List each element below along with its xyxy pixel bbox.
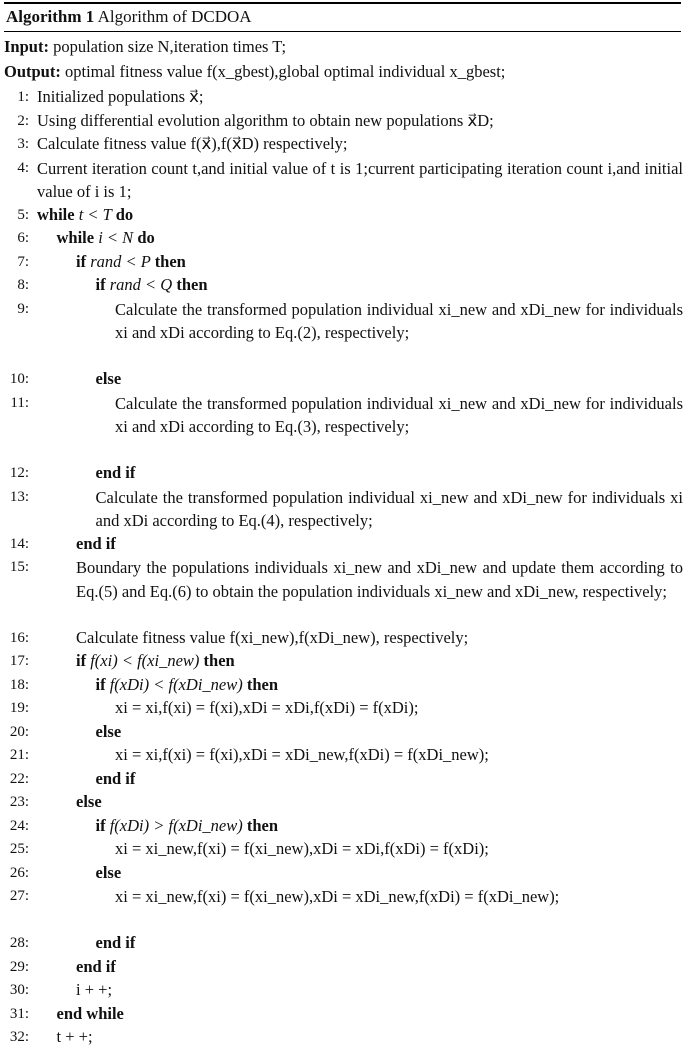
- algorithm-line: [0, 815, 685, 839]
- line-number: 32:: [9, 1029, 29, 1045]
- line-statement: Boundary the populations individuals xi_new and xDi_new and update them according to Eq.(5) and Eq.(6) to obtain the population individuals xi_new and xDi_new, respectively;: [76, 558, 683, 601]
- line-number: 15:: [9, 559, 29, 575]
- line-number: 11:: [10, 394, 29, 411]
- algorithm-line: [0, 274, 685, 298]
- line-number: 4:: [17, 159, 29, 176]
- line-number: 21:: [9, 747, 29, 763]
- line-statement: [76, 533, 116, 555]
- line-number: 3:: [17, 136, 29, 152]
- keyword: end if: [76, 956, 116, 976]
- line-number: 27:: [9, 888, 29, 904]
- line-statement: Calculate the transformed population individual xi_new and xDi_new for individuals xi and xDi according to Eq.(3), respectively;: [115, 393, 683, 436]
- algorithm-caption: [6, 6, 252, 28]
- line-statement: Current iteration count t,and initial value of t is 1;current participating iteration count i,and initial value of i is 1;: [37, 158, 683, 201]
- condition: f(xi) < f(xi_new): [86, 651, 204, 670]
- keyword: if: [76, 651, 87, 670]
- line-number: 19:: [9, 700, 29, 716]
- keyword: else: [95, 862, 122, 882]
- line-statement: [96, 721, 122, 743]
- line-statement: [96, 368, 122, 390]
- algorithm-line: [0, 110, 685, 134]
- keyword: else: [95, 369, 122, 388]
- line-number: 6:: [17, 230, 29, 246]
- line-number: 28:: [9, 935, 29, 951]
- line-statement: Calculate the transformed population individual xi_new and xDi_new for individuals xi and xDi according to Eq.(4), respectively;: [95, 487, 683, 530]
- line-number: 29:: [9, 958, 29, 975]
- caption-title: Algorithm of DCDOA: [97, 7, 252, 26]
- algorithm-line: [0, 486, 685, 533]
- line-statement: Calculate fitness value f(xi_new),f(xDi_new), respectively;: [76, 627, 469, 647]
- algorithm-line: [0, 744, 685, 768]
- line-statement: [96, 274, 208, 296]
- line-number: 7:: [17, 253, 29, 270]
- line-number: 1:: [17, 89, 29, 105]
- line-statement: [96, 674, 279, 696]
- algorithm-line: [0, 674, 685, 698]
- algorithm-line: [0, 862, 685, 886]
- line-statement: t + +;: [56, 1027, 93, 1046]
- output-text: optimal fitness value f(x_gbest),global optimal individual x_gbest;: [64, 62, 506, 81]
- line-statement: Initialized populations x⃗;: [37, 87, 204, 106]
- line-number: 14:: [9, 535, 29, 552]
- line-statement: [37, 204, 133, 226]
- line-statement: [96, 768, 136, 790]
- algorithm-line: [0, 462, 685, 486]
- algorithm-line: [0, 368, 685, 392]
- line-number: 2:: [17, 112, 29, 129]
- algorithm-line: [0, 86, 685, 110]
- line-number: 26:: [9, 864, 29, 881]
- condition: f(xDi) < f(xDi_new): [105, 674, 247, 694]
- line-statement: [57, 227, 155, 249]
- algorithm-line: [0, 204, 685, 228]
- keyword: end if: [95, 463, 136, 482]
- algorithm-line: [0, 956, 685, 980]
- algorithm-line: [0, 838, 685, 862]
- keyword: then: [203, 651, 235, 670]
- algorithm-line: [0, 133, 685, 157]
- line-statement: Calculate fitness value f(x⃗),f(x⃗D) respectively;: [37, 134, 348, 153]
- line-statement: [57, 1003, 124, 1025]
- keyword: if: [76, 251, 87, 271]
- line-statement: [76, 956, 116, 978]
- line-number: 25:: [9, 841, 29, 857]
- algorithm-line: [0, 1026, 685, 1050]
- line-statement: xi = xi,f(xi) = f(xi),xDi = xDi_new,f(xDi) = f(xDi_new);: [115, 745, 489, 764]
- keyword: end if: [76, 533, 116, 553]
- line-number: 18:: [9, 676, 29, 693]
- keyword: end while: [56, 1003, 124, 1023]
- algorithm-line: [0, 885, 685, 932]
- algorithm-line: [0, 650, 685, 674]
- keyword: else: [95, 721, 122, 741]
- algorithm-line: [0, 627, 685, 651]
- condition: rand < P: [86, 251, 155, 271]
- line-statement: xi = xi_new,f(xi) = f(xi_new),xDi = xDi_new,f(xDi) = f(xDi_new);: [115, 887, 560, 906]
- algorithm-line: [0, 227, 685, 251]
- input-label: Input:: [4, 37, 49, 56]
- algorithm-line: [0, 791, 685, 815]
- line-number: 5:: [17, 206, 29, 223]
- line-statement: [96, 862, 122, 884]
- algorithm-line: [0, 251, 685, 275]
- algorithm-line: [0, 697, 685, 721]
- keyword: if: [95, 674, 106, 694]
- line-number: 31:: [9, 1005, 29, 1022]
- keyword: do: [137, 228, 155, 247]
- algorithm-line: [0, 533, 685, 557]
- line-number: 23:: [9, 794, 29, 810]
- line-statement: i + +;: [76, 980, 113, 999]
- line-statement: xi = xi_new,f(xi) = f(xi_new),xDi = xDi,f(xDi) = f(xDi);: [115, 839, 489, 858]
- keyword: end if: [95, 933, 136, 952]
- line-statement: Using differential evolution algorithm to obtain new populations x⃗D;: [37, 110, 494, 130]
- line-number: 13:: [9, 488, 29, 505]
- line-statement: [76, 791, 102, 813]
- line-number: 16:: [9, 629, 29, 646]
- algorithm-line: [0, 157, 685, 204]
- top-rule: [4, 2, 681, 4]
- keyword: while: [37, 204, 75, 224]
- line-statement: [96, 815, 279, 837]
- input-text: population size N,iteration times T;: [53, 37, 287, 56]
- line-number: 17:: [9, 653, 29, 669]
- algorithm-line: [0, 768, 685, 792]
- line-number: 12:: [9, 465, 29, 481]
- algorithm-line: [0, 1003, 685, 1027]
- keyword: then: [246, 674, 279, 694]
- keyword: while: [56, 228, 95, 247]
- keyword: else: [76, 792, 102, 811]
- line-number: 20:: [9, 723, 29, 740]
- algorithm-line: [0, 979, 685, 1003]
- condition: i < N: [94, 228, 138, 247]
- keyword: end if: [95, 768, 136, 788]
- output-label: Output:: [4, 62, 61, 81]
- line-number: 24:: [9, 817, 29, 834]
- input-line: [4, 36, 286, 58]
- algorithm-line: [0, 556, 685, 627]
- condition: f(xDi) > f(xDi_new): [105, 815, 247, 835]
- line-statement: Calculate the transformed population individual xi_new and xDi_new for individuals xi and xDi according to Eq.(2), respectively;: [115, 299, 683, 342]
- algorithm-line: [0, 298, 685, 369]
- line-number: 10:: [9, 371, 29, 387]
- condition: rand < Q: [105, 275, 177, 294]
- line-number: 9:: [17, 300, 29, 317]
- line-statement: [96, 462, 136, 484]
- algorithm-line: [0, 392, 685, 463]
- caption-label: Algorithm 1: [6, 7, 95, 26]
- keyword: if: [95, 275, 106, 294]
- line-statement: xi = xi,f(xi) = f(xi),xDi = xDi,f(xDi) = f(xDi);: [115, 698, 419, 717]
- caption-rule: [4, 31, 681, 32]
- keyword: then: [154, 251, 186, 271]
- keyword: do: [115, 204, 134, 224]
- keyword: then: [246, 815, 279, 835]
- line-number: 22:: [9, 770, 29, 787]
- output-line: [4, 61, 505, 83]
- line-number: 30:: [9, 982, 29, 998]
- line-number: 8:: [17, 277, 29, 293]
- line-statement: [76, 650, 235, 672]
- line-statement: [96, 932, 136, 954]
- keyword: then: [176, 275, 208, 294]
- algorithm-line: [0, 721, 685, 745]
- line-statement: [76, 251, 186, 273]
- keyword: if: [95, 815, 106, 835]
- condition: t < T: [74, 204, 116, 224]
- algorithm-line: [0, 932, 685, 956]
